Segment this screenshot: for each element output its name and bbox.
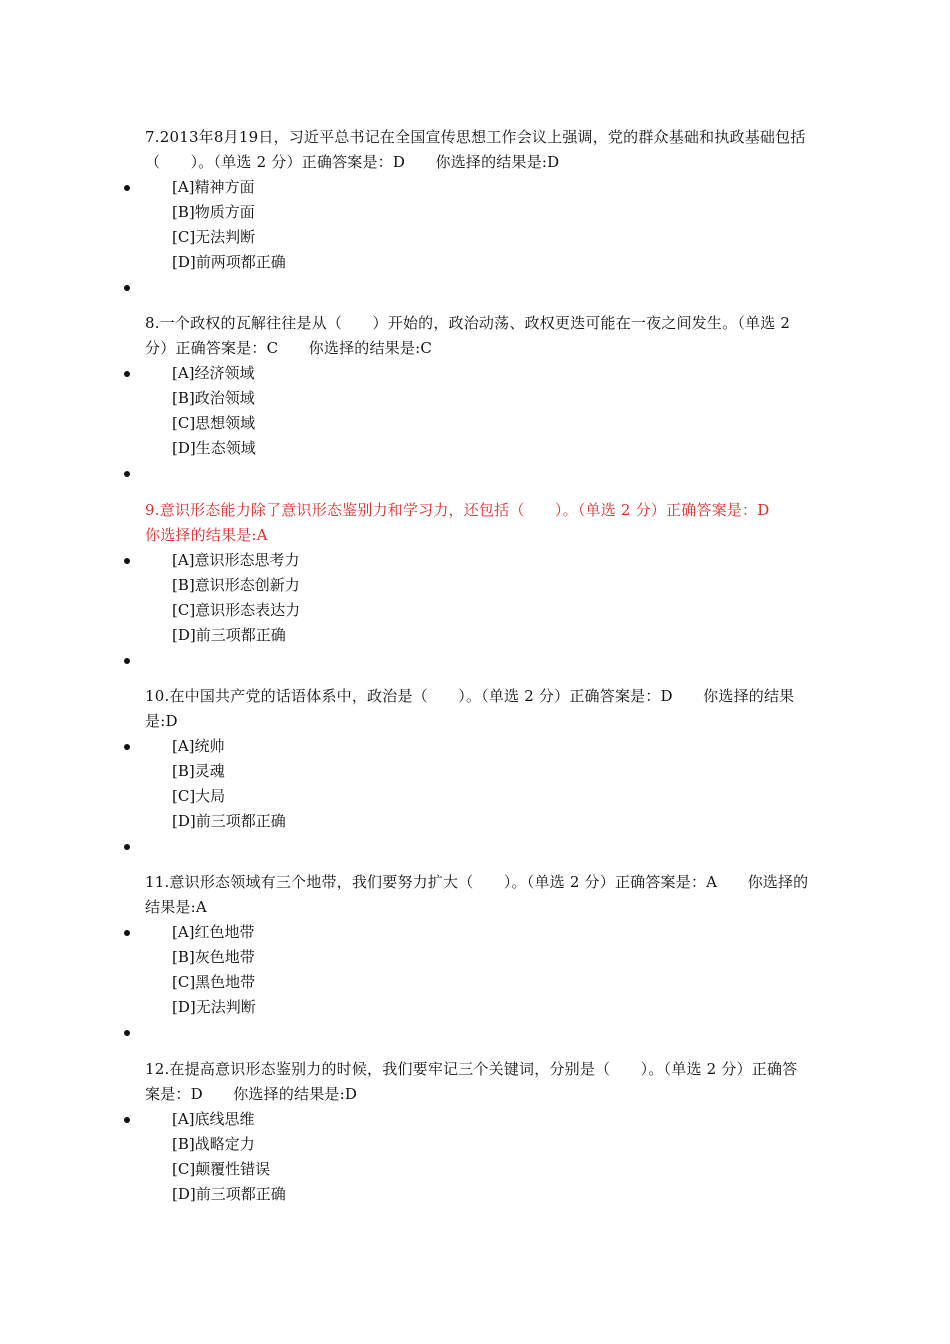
option-b: [B]灵魂: [172, 762, 225, 780]
question-text: 7.2013年8月19日，习近平总书记在全国宣传思想工作会议上强调，党的群众基础和执政基础包括（ ）。（单选 2 分）正确答案是：D 你选择的结果是:D: [145, 128, 806, 171]
option-list: [145, 920, 810, 1020]
option-b: [B]战略定力: [172, 1135, 255, 1153]
option-list: [145, 1107, 810, 1207]
option-list: [145, 361, 810, 461]
option-c: [C]颠覆性错误: [172, 1160, 271, 1178]
option-d: [D]前三项都正确: [172, 626, 286, 644]
option-d: [D]前三项都正确: [172, 1185, 286, 1203]
question-text: 10.在中国共产党的话语体系中，政治是（ ）。（单选 2 分）正确答案是：D 你选择的结果是:D: [145, 687, 795, 730]
bullet-icon: [124, 1117, 130, 1123]
option-c: [C]思想领域: [172, 414, 256, 432]
option-list: [145, 175, 810, 275]
option-c: [C]意识形态表达力: [172, 601, 301, 619]
option-a: [A]底线思维: [172, 1110, 255, 1128]
question-text-wrong: 9.意识形态能力除了意识形态鉴别力和学习力，还包括（ ）。（单选 2 分）正确答案是：D 你选择的结果是:A: [145, 501, 800, 544]
question-text: 12.在提高意识形态鉴别力的时候，我们要牢记三个关键词，分别是（ ）。（单选 2 分）正确答案是：D 你选择的结果是:D: [145, 1060, 798, 1103]
bullet-icon: [124, 844, 130, 850]
question-text: 11.意识形态领域有三个地带，我们要努力扩大（ ）。（单选 2 分）正确答案是：A 你选择的结果是:A: [145, 873, 809, 916]
bullet-icon: [124, 285, 130, 291]
bullet-icon: [124, 658, 130, 664]
option-c: [C]大局: [172, 787, 226, 805]
question-7: [145, 125, 810, 275]
question-9: [145, 498, 810, 648]
option-list: [145, 734, 810, 834]
option-a: [A]统帅: [172, 737, 225, 755]
option-b: [B]物质方面: [172, 203, 255, 221]
option-b: [B]政治领域: [172, 389, 255, 407]
option-d: [D]无法判断: [172, 998, 256, 1016]
question-text: 8.一个政权的瓦解往往是从（ ）开始的，政治动荡、政权更迭可能在一夜之间发生。（单选 2 分）正确答案是：C 你选择的结果是:C: [145, 314, 791, 357]
option-list: [145, 548, 810, 648]
question-8: [145, 311, 810, 461]
option-a: [A]意识形态思考力: [172, 551, 300, 569]
question-10: [145, 684, 810, 834]
option-c: [C]无法判断: [172, 228, 256, 246]
bullet-icon: [124, 1030, 130, 1036]
option-b: [B]意识形态创新力: [172, 576, 300, 594]
bullet-icon: [124, 371, 130, 377]
bullet-icon: [124, 471, 130, 477]
option-a: [A]精神方面: [172, 178, 255, 196]
option-d: [D]前两项都正确: [172, 253, 286, 271]
bullet-icon: [124, 185, 130, 191]
option-a: [A]红色地带: [172, 923, 255, 941]
bullet-icon: [124, 744, 130, 750]
question-12: [145, 1057, 810, 1207]
option-c: [C]黑色地带: [172, 973, 256, 991]
option-d: [D]生态领域: [172, 439, 256, 457]
option-b: [B]灰色地带: [172, 948, 255, 966]
bullet-icon: [124, 558, 130, 564]
option-a: [A]经济领域: [172, 364, 255, 382]
question-11: [145, 870, 810, 1020]
bullet-icon: [124, 930, 130, 936]
option-d: [D]前三项都正确: [172, 812, 286, 830]
